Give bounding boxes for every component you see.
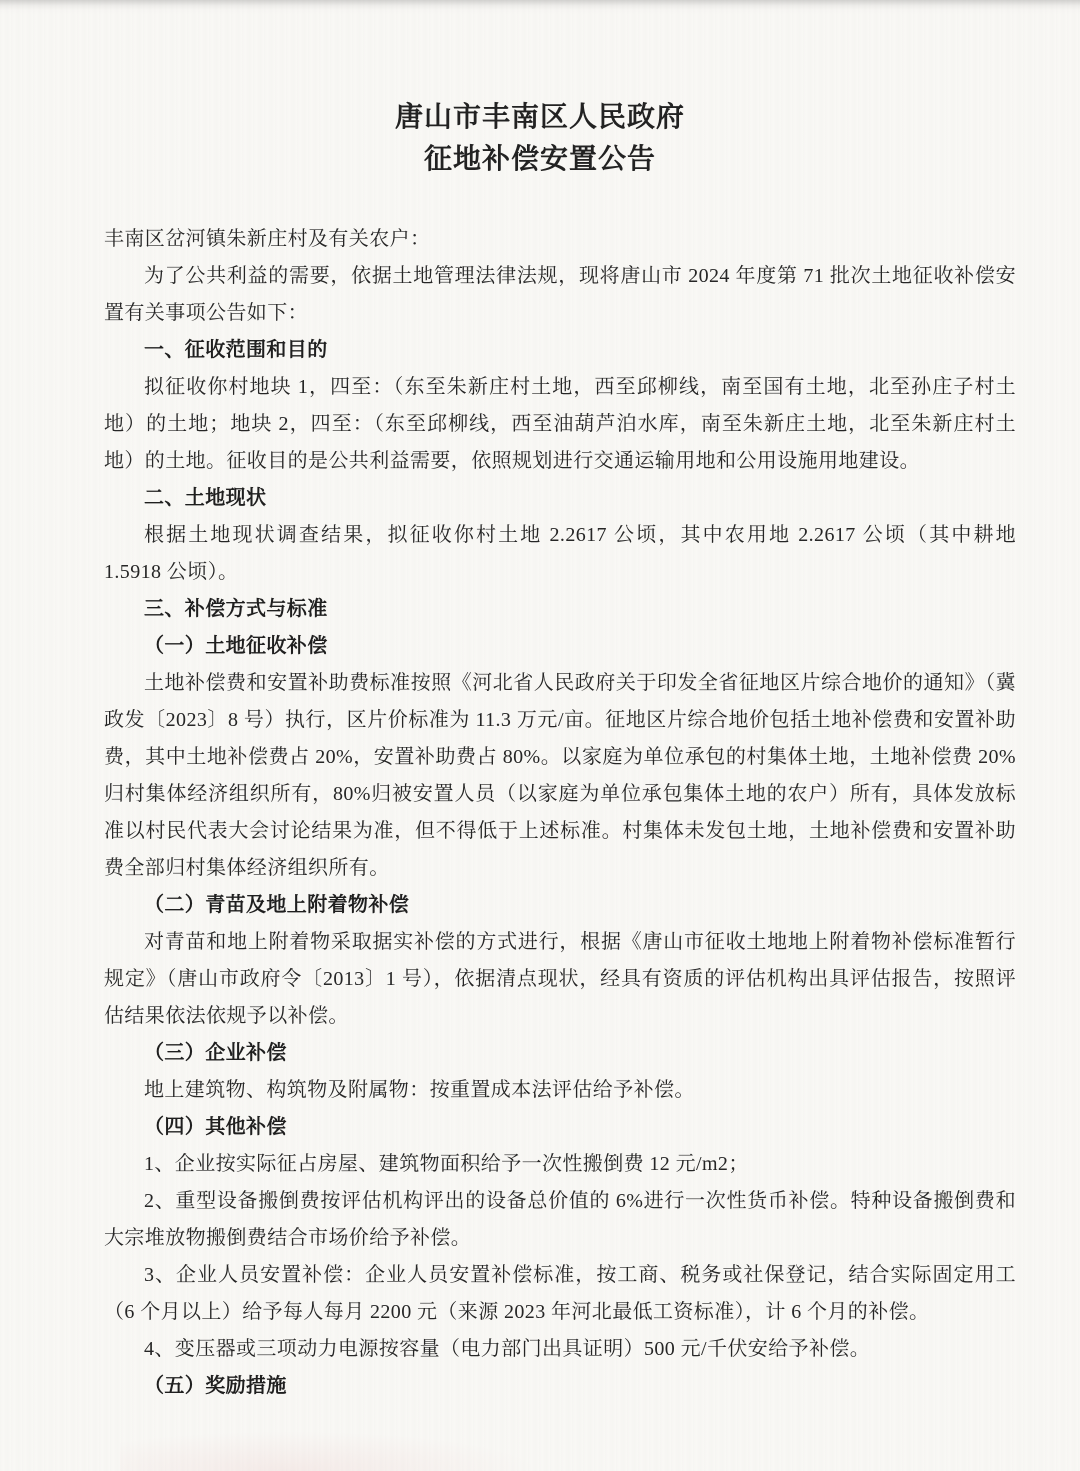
document-title-line2: 征地补偿安置公告 (423, 143, 656, 174)
document-title-line1: 唐山市丰南区人民政府 (394, 101, 685, 132)
other-compensation-item-4: 4、变压器或三项动力电源按容量（电力部门出具证明）500 元/千伏安给予补偿。 (144, 1338, 871, 1360)
section-2-heading: 二、土地现状 (144, 487, 267, 509)
subsection-3-heading: （三）企业补偿 (144, 1042, 287, 1064)
subsection-3-paragraph: 地上建筑物、构筑物及附属物：按重置成本法评估给予补偿。 (144, 1079, 695, 1101)
section-1-paragraph: 拟征收你村地块 1，四至：（东至朱新庄村土地，西至邱柳线，南至国有土地，北至孙庄子村土地）的土地；地块 2，四至：（东至邱柳线，西至油葫芦泊水库，南至朱新庄土地，北至朱新庄村土地）的土地。征收目的是公共利益需要，依照规划进行交通运输用地和公用设施用地建设。 (104, 376, 1016, 472)
other-compensation-item-2: 2、重型设备搬倒费按评估机构评出的设备总价值的 6%进行一次性货币补偿。特种设备搬倒费和大宗堆放物搬倒费结合市场价给予补偿。 (104, 1190, 1016, 1249)
subsection-1-heading: （一）土地征收补偿 (144, 635, 328, 657)
salutation: 丰南区岔河镇朱新庄村及有关农户： (104, 228, 431, 250)
document-title-block (0, 0, 1080, 180)
section-2-paragraph: 根据土地现状调查结果，拟征收你村土地 2.2617 公顷，其中农用地 2.2617 公顷（其中耕地 1.5918 公顷）。 (104, 524, 1016, 583)
other-compensation-item-3: 3、企业人员安置补偿：企业人员安置补偿标准，按工商、税务或社保登记，结合实际固定用工（6 个月以上）给予每人每月 2200 元（来源 2023 年河北最低工资标准），计 6 个月的补偿。 (104, 1264, 1016, 1323)
section-1-heading: 一、征收范围和目的 (144, 339, 328, 361)
intro-paragraph: 为了公共利益的需要，依据土地管理法律法规，现将唐山市 2024 年度第 71 批次土地征收补偿安置有关事项公告如下： (104, 265, 1016, 324)
other-compensation-item-1: 1、企业按实际征占房屋、建筑物面积给予一次性搬倒费 12 元/m2； (144, 1153, 749, 1175)
scan-smudge-artifact (120, 1431, 540, 1471)
subsection-2-heading: （二）青苗及地上附着物补偿 (144, 894, 410, 916)
subsection-4-heading: （四）其他补偿 (144, 1116, 287, 1138)
section-3-heading: 三、补偿方式与标准 (144, 598, 328, 620)
subsection-2-paragraph: 对青苗和地上附着物采取据实补偿的方式进行，根据《唐山市征收土地地上附着物补偿标准暂行规定》（唐山市政府令〔2013〕1 号），依据清点现状，经具有资质的评估机构出具评估报告，按照评估结果依法依规予以补偿。 (104, 931, 1016, 1027)
subsection-5-heading: （五）奖励措施 (144, 1375, 287, 1397)
subsection-1-paragraph: 土地补偿费和安置补助费标准按照《河北省人民政府关于印发全省征地区片综合地价的通知》（冀政发〔2023〕8 号）执行，区片价标准为 11.3 万元/亩。征地区片综合地价包括土地补偿费和安置补助费，其中土地补偿费占 20%，安置补助费占 80%。以家庭为单位承包的村集体土地，土地补偿费 20%归村集体经济组织所有，80%归被安置人员（以家庭为单位承包集体土地的农户）所有，具体发放标准以村民代表大会讨论结果为准，但不得低于上述标准。村集体未发包土地，土地补偿费和安置补助费全部归村集体经济组织所有。 (104, 672, 1016, 879)
document-body (0, 221, 1080, 1405)
